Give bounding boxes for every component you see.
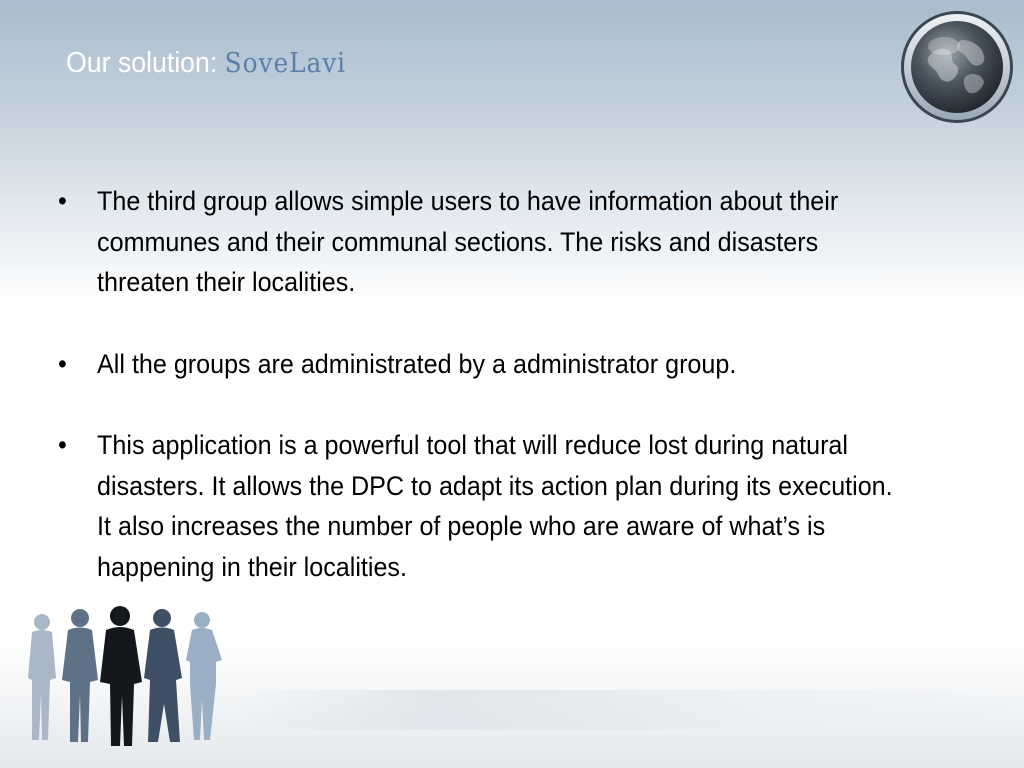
decorative-band	[240, 690, 1024, 730]
globe-icon	[900, 10, 1014, 124]
bullet-item: • The third group allows simple users to have information about their communes and their communal sections. The risks and disasters threaten their localities.	[58, 181, 895, 303]
people-silhouettes-icon	[10, 600, 250, 760]
slide-title-prefix: Our solution:	[66, 47, 225, 79]
slide-title	[66, 47, 346, 80]
bullet-item: • This application is a powerful tool that will reduce lost during natural disasters. It allows the DPC to adapt its action plan during its execution. It also increases the number of people who are aware of what’s is happening in their localities.	[58, 425, 895, 587]
slide-title-brand: SoveLavi	[224, 48, 347, 79]
bullet-list	[58, 181, 958, 628]
bullet-item: • All the groups are administrated by a administrator group.	[58, 344, 895, 385]
